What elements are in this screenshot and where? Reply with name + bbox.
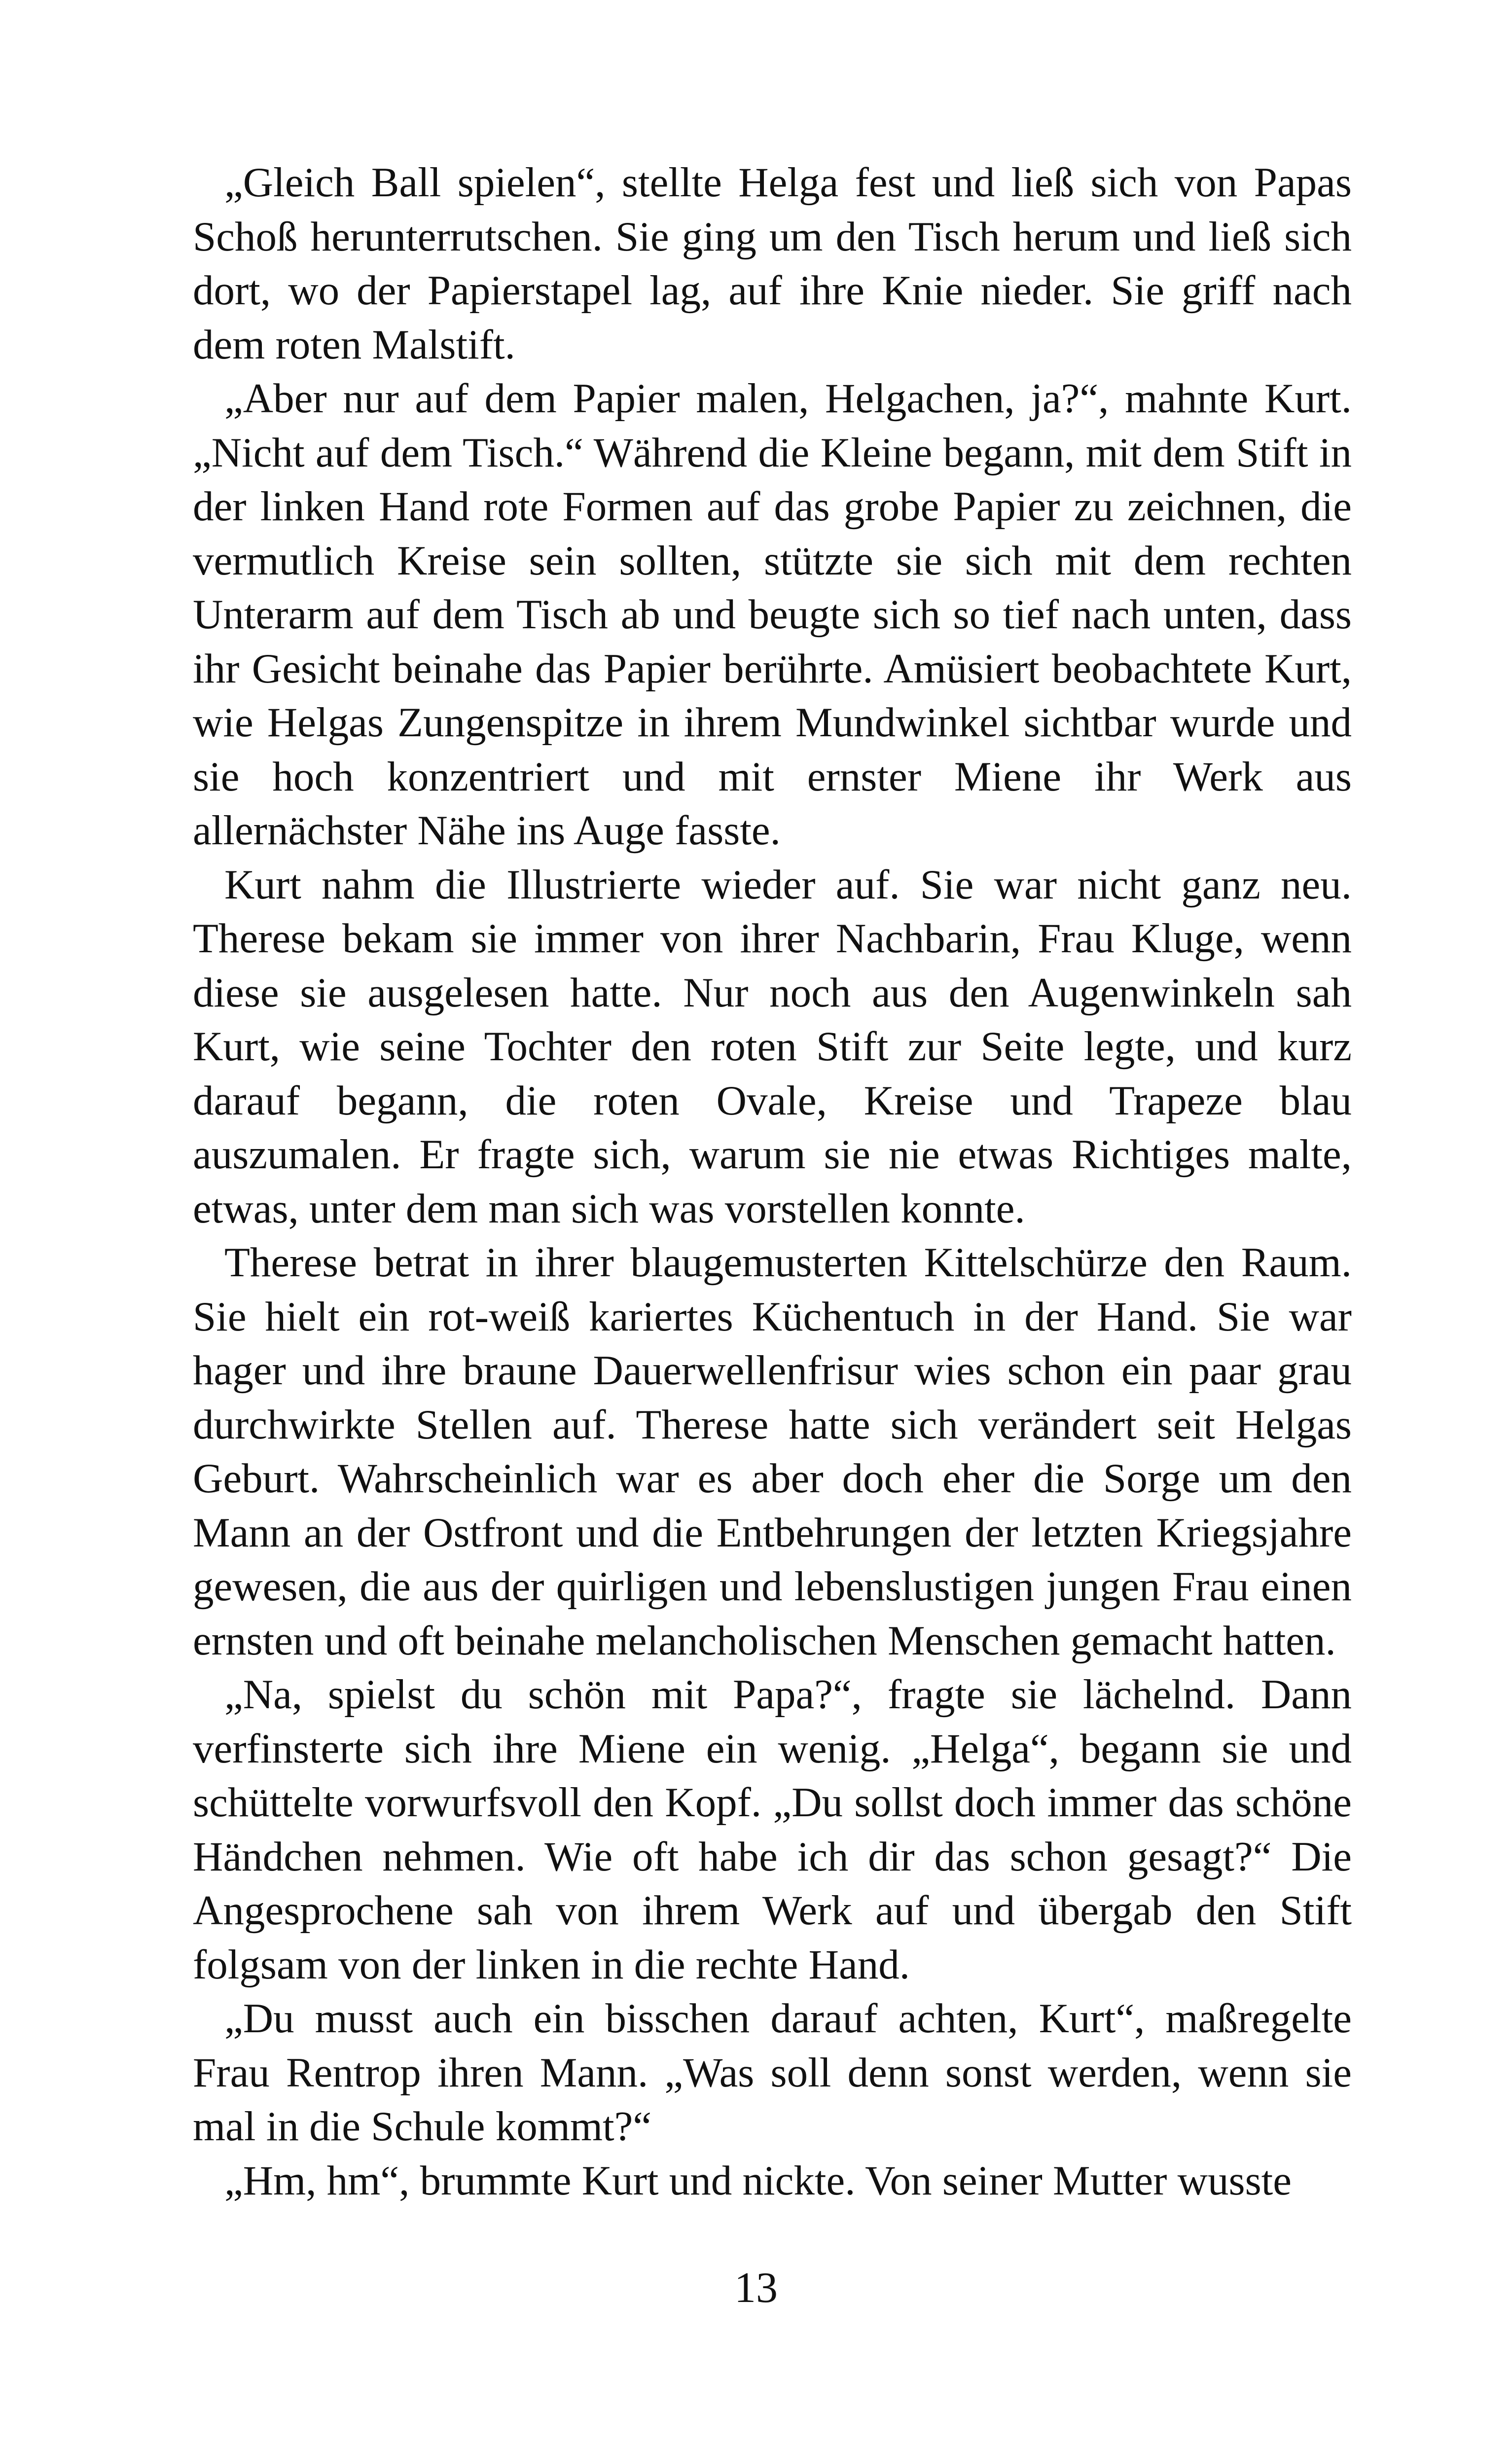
body-text [193,156,1352,2208]
paragraph: „Du musst auch ein bisschen darauf achten, Kurt“, maßregelte Frau Rentrop ihren Mann. „Was soll denn sonst werden, wenn sie mal in die Schule kommt?“ [193,1995,1352,2150]
paragraph: Therese betrat in ihrer blaugemusterten Kittelschürze den Raum. Sie hielt ein rot-weiß kariertes Küchentuch in der Hand. Sie war hager und ihre braune Dauerwellenfrisur wies schon ein paar grau durchwirkte Stellen auf. Therese hatte sich verändert seit Helgas Geburt. Wahrscheinlich war es aber doch eher die Sorge um den Mann an der Ostfront und die Entbehrungen der letzten Kriegsjahre gewesen, die aus der quirligen und lebenslustigen jungen Frau einen ernsten und oft beinahe melancholischen Menschen gemacht hatten. [193,1239,1352,1664]
paragraph: „Aber nur auf dem Papier malen, Helgachen, ja?“, mahnte Kurt. „Nicht auf dem Tisch.“ Während die Kleine begann, mit dem Stift in der linken Hand rote Formen auf das grobe Papier zu zeichnen, die vermutlich Kreise sein sollten, stützte sie sich mit dem rechten Unterarm auf dem Tisch ab und beugte sich so tief nach unten, dass ihr Gesicht beinahe das Papier berührte. Amüsiert beobachtete Kurt, wie Helgas Zungenspitze in ihrem Mundwinkel sichtbar wurde und sie hoch konzentriert und mit ernster Miene ihr Werk aus allernächster Nähe ins Auge fasste. [193,375,1352,854]
paragraph: Kurt nahm die Illustrierte wieder auf. Sie war nicht ganz neu. Therese bekam sie immer von ihrer Nachbarin, Frau Kluge, wenn diese sie ausgelesen hatte. Nur noch aus den Augenwinkeln sah Kurt, wie seine Tochter den roten Stift zur Seite legte, und kurz darauf begann, die roten Ovale, Kreise und Trapeze blau auszumalen. Er fragte sich, warum sie nie etwas Richtiges malte, etwas, unter dem man sich was vorstellen konnte. [193,861,1352,1232]
page-number: 13 [734,2264,778,2312]
paragraph: „Gleich Ball spielen“, stellte Helga fest und ließ sich von Papas Schoß herunterrutschen. Sie ging um den Tisch herum und ließ sich dort, wo der Papierstapel lag, auf ihre Knie nieder. Sie griff nach dem roten Malstift. [193,159,1352,368]
paragraph: „Hm, hm“, brummte Kurt und nickte. Von seiner Mutter wusste [224,2157,1292,2204]
paragraph: „Na, spielst du schön mit Papa?“, fragte sie lächelnd. Dann verfinsterte sich ihre Miene ein wenig. „Helga“, begann sie und schüttelte vorwurfsvoll den Kopf. „Du sollst doch immer das schöne Händchen nehmen. Wie oft habe ich dir das schon gesagt?“ Die Angesprochene sah von ihrem Werk auf und übergab den Stift folgsam von der linken in die rechte Hand. [193,1671,1352,1988]
